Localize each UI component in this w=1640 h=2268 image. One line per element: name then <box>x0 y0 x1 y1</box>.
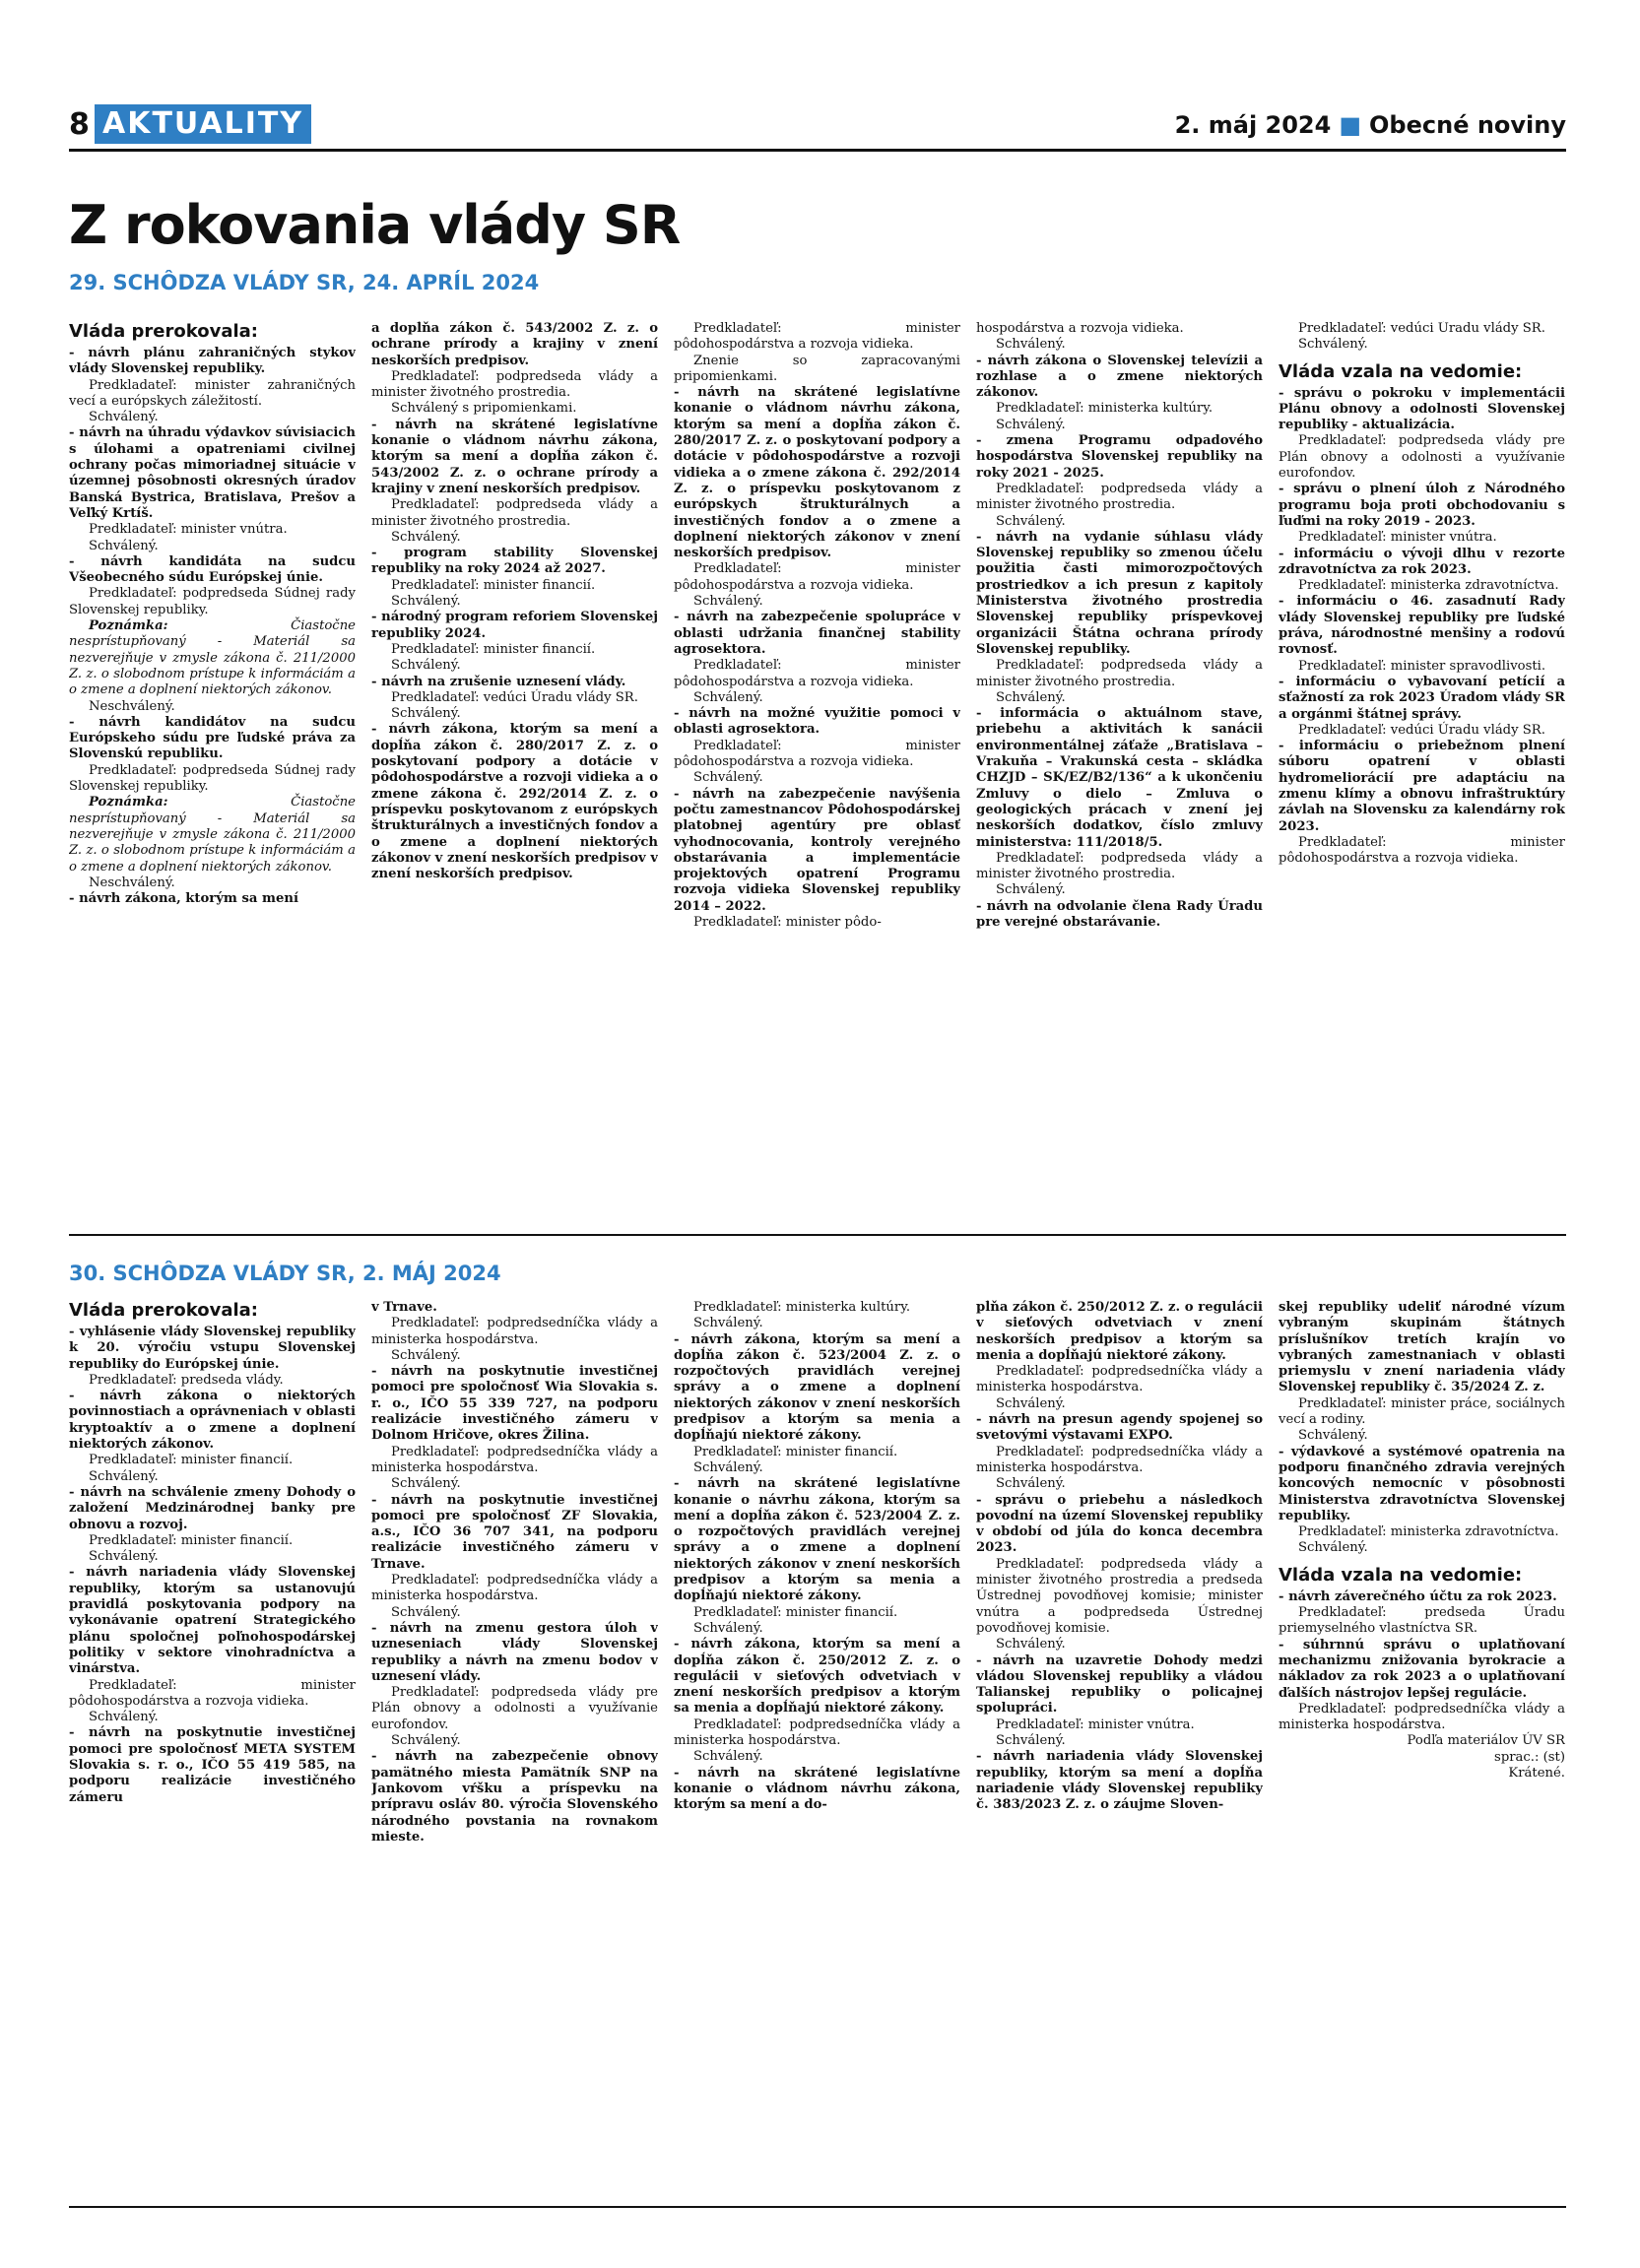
agenda-item: - vyhlásenie vlády Slovenskej republiky k 20. výročiu vstupu Slovenskej republiky do Európskej únie. <box>69 1325 356 1372</box>
agenda-item: - zmena Programu odpadového hospodárstva Slovenskej republiky na roky 2021 - 2025. <box>976 433 1263 481</box>
status-line: Schválený. <box>391 1733 461 1749</box>
status-line: Schválený. <box>996 882 1066 898</box>
submitter-line: Predkladateľ: podpredseda vlády a minister životného prostredia. <box>976 850 1263 882</box>
agenda-item: - národný program reforiem Slovenskej republiky 2024. <box>371 610 658 641</box>
agenda-item: - návrh zákona, ktorým sa mení a dopĺňa zákon č. 523/2004 Z. z. o rozpočtových pravidlách verejnej správy a o zmene a doplnení niektorých zákonov v znení neskorších predpisov a ktorým sa menia a dopĺňajú niektoré zákony. <box>674 1331 960 1444</box>
status-line: Schválený. <box>996 689 1066 705</box>
agenda-item: - návrh na skrátené legislatívne konanie o návrhu zákona, ktorým sa mení a dopĺňa zákon č. 523/2004 Z. z. o rozpočtových pravidlách verejnej správy a o zmene a doplnení niektorých zákonov v znení neskorších predpisov a ktorým sa menia a dopĺňajú niektoré zákony. <box>674 1476 960 1604</box>
session-30-columns <box>69 1300 1566 2167</box>
agenda-item: - informáciu o 46. zasadnutí Rady vlády Slovenskej republiky pre ľudské práva, národnostné menšiny a rodovú rovnosť. <box>1279 594 1565 658</box>
agenda-item: - návrh na zabezpečenie obnovy pamätného miesta Pamätník SNP na Jankovom vŕšku a príspevku na prípravu osláv 80. výročia Slovenského národného povstania na rovnakom mieste. <box>371 1749 658 1845</box>
agenda-item: - návrh na vydanie súhlasu vlády Slovenskej republiky so zmenou účelu použitia časti mimorozpočtových prostriedkov a ich presun z kapitoly Ministerstva životného prostredia Slovenskej republiky príspevkovej organizácii Štátna ochrana prírody Slovenskej republiky. <box>976 529 1263 657</box>
text-column <box>371 321 658 1207</box>
subsection-heading: Vláda prerokovala: <box>69 1300 259 1321</box>
agenda-item: - súhrnnú správu o uplatňovaní mechanizmu znižovania byrokracie a nákladov za rok 2023 a o uplatňovaní ďalších nástrojov lepšej regulácie. <box>1279 1637 1565 1701</box>
status-line: Schválený. <box>391 658 461 674</box>
text-paragraph: hospodárstva a rozvoja vidieka. <box>976 321 1184 336</box>
status-line: Schválený. <box>1298 337 1368 353</box>
submitter-line: Predkladateľ: minister vnútra. <box>1298 530 1497 546</box>
submitter-line: Predkladateľ: ministerka zdravotníctva. <box>1298 1524 1559 1540</box>
agenda-item: - návrh záverečného účtu za rok 2023. <box>1279 1588 1557 1604</box>
submitter-line: Predkladateľ: minister vnútra. <box>89 522 288 538</box>
separator-square-icon: ■ <box>1339 111 1362 139</box>
status-line: Schválený. <box>996 513 1066 529</box>
status-line: Schválený. <box>693 689 763 705</box>
submitter-line: Predkladateľ: podpredseda vlády a minister životného prostredia. <box>976 481 1263 513</box>
agenda-item: - návrh zákona, ktorým sa mení a dopĺňa zákon č. 280/2017 Z. z. o poskytovaní podpory a dotácie v pôdohospodárstve a rozvoji vidieka a o zmene zákona č. 292/2014 Z. z. o príspevku poskytovanom z európskych štrukturálnych a investičných fondov a o zmene a doplnení niektorých zákonov v znení neskorších predpisov v znení neskorších predpisov. <box>371 722 658 882</box>
submitter-line: Predkladateľ: podpredseda vlády a minister životného prostredia. <box>976 658 1263 689</box>
agenda-item: - návrh na schválenie zmeny Dohody o založení Medzinárodnej banky pre obnovu a rozvoj. <box>69 1484 356 1532</box>
status-line: Schválený. <box>996 337 1066 353</box>
submitter-line: Predkladateľ: minister pôdohospodárstva a rozvoja vidieka. <box>674 321 960 353</box>
status-line: Znenie so zapracovanými pripomienkami. <box>674 353 960 384</box>
submitter-line: Predkladateľ: vedúci Úradu vlády SR. <box>1298 321 1545 336</box>
submitter-line: Predkladateľ: podpredsedníčka vlády a ministerka hospodárstva. <box>976 1444 1263 1475</box>
submitter-line: Predkladateľ: minister financií. <box>391 641 596 657</box>
submitter-line: Predkladateľ: ministerka zdravotníctva. <box>1298 578 1559 594</box>
submitter-line: Predkladateľ: minister pôdohospodárstva a rozvoja vidieka. <box>674 561 960 593</box>
text-column <box>69 321 356 1207</box>
agenda-item: - návrh nariadenia vlády Slovenskej republiky, ktorým sa ustanovujú pravidlá poskytovania podpory na vykonávanie opatrení Strategického plánu spoločnej poľnohospodárskej politiky v sektore vinohradníctva a vinárstva. <box>69 1565 356 1677</box>
agenda-item: pĺňa zákon č. 250/2012 Z. z. o regulácii v sieťových odvetviach v znení neskorších predpisov a ktorým sa menia a dopĺňajú niektoré zákony. <box>976 1300 1263 1363</box>
status-line: Schválený. <box>693 1316 763 1331</box>
header-rule <box>69 149 1566 152</box>
agenda-item: v Trnave. <box>371 1300 437 1315</box>
submitter-line: Predkladateľ: minister vnútra. <box>996 1717 1195 1732</box>
submitter-line: Predkladateľ: podpredsedníčka vlády a ministerka hospodárstva. <box>371 1316 658 1347</box>
agenda-item: - návrh zákona, ktorým sa mení a dopĺňa zákon č. 250/2012 Z. z. o regulácii v sieťových odvetviach v znení neskorších predpisov a ktorým sa menia a dopĺňajú niektoré zákony. <box>674 1637 960 1717</box>
status-line: Schválený. <box>391 1476 461 1492</box>
submitter-line: Predkladateľ: minister financií. <box>391 577 596 593</box>
agenda-item: - návrh na odvolanie člena Rady Úradu pre verejné obstarávanie. <box>976 898 1263 930</box>
submitter-line: Predkladateľ: ministerka kultúry. <box>996 401 1214 417</box>
status-line: Schválený. <box>391 594 461 610</box>
agenda-item: - návrh na presun agendy spojenej so svetovými výstavami EXPO. <box>976 1412 1263 1444</box>
agenda-item: skej republiky udeliť národné vízum vybraným skupinám štátnych príslušníkov tretích krajín vo vybraných zamestnaniach v oblasti priemyslu v znení nariadenia vlády Slovenskej republiky č. 35/2024 Z. z. <box>1279 1300 1565 1395</box>
status-line: Schválený. <box>89 1468 159 1484</box>
note-label: Poznámka: <box>89 618 168 634</box>
submitter-line: Predkladateľ: podpredseda Súdnej rady Slovenskej republiky. <box>69 762 356 795</box>
status-line: Schválený. <box>391 1604 461 1620</box>
submitter-line: Predkladateľ: minister práce, sociálnych vecí a rodiny. <box>1279 1395 1565 1428</box>
status-line: Schválený. <box>693 594 763 610</box>
text-column <box>674 1300 960 2167</box>
footer-rule <box>69 2206 1566 2208</box>
submitter-line: Predkladateľ: podpredseda vlády a minister životného prostredia. <box>371 368 658 401</box>
session-29-columns <box>69 321 1566 1207</box>
submitter-line: Predkladateľ: minister financií. <box>89 1532 294 1548</box>
agenda-item: - správu o priebehu a následkoch povodní na území Slovenskej republiky v období od júla do konca decembra 2023. <box>976 1492 1263 1556</box>
agenda-item: - informáciu o vybavovaní petícií a sťažností za rok 2023 Úradom vlády SR a orgánmi štátnej správy. <box>1279 674 1565 722</box>
agenda-item: - návrh plánu zahraničných stykov vlády Slovenskej republiky. <box>69 346 356 377</box>
note-paragraph <box>69 795 356 875</box>
submitter-line: Predkladateľ: podpredsedníčka vlády a ministerka hospodárstva. <box>1279 1701 1565 1733</box>
agenda-item: - návrh na zrušenie uznesení vlády. <box>371 674 626 689</box>
note-text: Čiastočne nesprístupňovaný - Materiál sa nezverejňuje v zmysle zákona č. 211/2000 Z. z. o slobodnom prístupe k informáciám a o zmene a doplnení niektorých zákonov. <box>69 795 356 875</box>
submitter-line: Predkladateľ: minister zahraničných vecí a európskych záležitostí. <box>69 377 356 409</box>
submitter-line: Predkladateľ: vedúci Úradu vlády SR. <box>391 689 638 705</box>
status-line: Schválený s pripomienkami. <box>391 401 577 417</box>
status-line: Schválený. <box>89 538 159 553</box>
submitter-line: Predkladateľ: podpredsedníčka vlády a ministerka hospodárstva. <box>976 1364 1263 1395</box>
issue-date: 2. máj 2024 <box>1174 111 1332 139</box>
page-header <box>69 102 1566 148</box>
source-credit: Krátené. <box>1508 1766 1565 1782</box>
agenda-item: - návrh na zabezpečenie navýšenia počtu zamestnancov Pôdohospodárskej platobnej agentúry pre oblasť vyhodnocovania, kontroly verejného obstarávania a implementácie projektových opatrení Programu rozvoja vidieka Slovenskej republiky 2014 – 2022. <box>674 786 960 914</box>
subsection-heading: Vláda vzala na vedomie: <box>1279 1564 1523 1586</box>
status-line: Schválený. <box>391 529 461 545</box>
subsection-heading: Vláda prerokovala: <box>69 321 259 342</box>
article-title: Z rokovania vlády SR <box>69 194 681 256</box>
agenda-item: - návrh na poskytnutie investičnej pomoci pre spoločnosť Wia Slovakia s. r. o., IČO 55 339 727, na podporu realizácie investičného zámeru v Dolnom Hričove, okres Žilina. <box>371 1364 658 1444</box>
agenda-item: - program stability Slovenskej republiky na roky 2024 až 2027. <box>371 546 658 577</box>
section-label: AKTUALITY <box>95 104 311 144</box>
status-line: Neschválený. <box>89 698 175 714</box>
submitter-line: Predkladateľ: podpredseda vlády a minister životného prostredia. <box>371 497 658 529</box>
session-30-heading: 30. SCHÔDZA VLÁDY SR, 2. MÁJ 2024 <box>69 1262 501 1285</box>
agenda-item: - správu o pokroku v implementácii Plánu obnovy a odolnosti Slovenskej republiky - aktualizácia. <box>1279 385 1565 433</box>
agenda-item: - informácia o aktuálnom stave, priebehu a aktivitách k sanácii environmentálnej záťaže „Bratislava – Vrakuňa – Vrakunská cesta – skládka CHZJD – SK/EZ/B2/136“ a k ukončeniu Zmluvy o dielo – Zmluva o geologických prácach v znení jej neskorších dodatkov, číslo zmluvy ministerstva: 111/2018/5. <box>976 706 1263 850</box>
submitter-line: Predkladateľ: minister pôdohospodárstva a rozvoja vidieka. <box>674 738 960 770</box>
text-column <box>1279 321 1565 1207</box>
agenda-item: - výdavkové a systémové opatrenia na podporu finančného zdravia verejných koncových nemocníc v pôsobnosti Ministerstva zdravotníctva Slovenskej republiky. <box>1279 1444 1565 1523</box>
text-column <box>69 1300 356 2167</box>
submitter-line: Predkladateľ: minister pôdohospodárstva a rozvoja vidieka. <box>674 658 960 689</box>
submitter-line: Predkladateľ: minister financií. <box>89 1453 294 1468</box>
submitter-line: Predkladateľ: minister pôdohospodárstva a rozvoja vidieka. <box>69 1677 356 1709</box>
status-line: Schválený. <box>89 410 159 425</box>
submitter-line: Predkladateľ: podpredseda vlády pre Plán obnovy a odolnosti a využívanie eurofondov. <box>1279 433 1565 482</box>
agenda-item: a dopĺňa zákon č. 543/2002 Z. z. o ochrane prírody a krajiny v znení neskorších predpisov. <box>371 321 658 368</box>
submitter-line: Predkladateľ: minister financií. <box>693 1444 898 1459</box>
agenda-item: - správu o plnení úloh z Národného programu boja proti obchodovaniu s ľuďmi na roky 2019 - 2023. <box>1279 482 1565 529</box>
agenda-item: - návrh na skrátené legislatívne konanie o vládnom návrhu zákona, ktorým sa mení a do- <box>674 1765 960 1813</box>
status-line: Schválený. <box>996 1476 1066 1492</box>
status-line: Schválený. <box>391 706 461 722</box>
agenda-item: - návrh na zmenu gestora úloh v uzneseniach vlády Slovenskej republiky a návrh na zmenu bodov v uznesení vlády. <box>371 1620 658 1684</box>
submitter-line: Predkladateľ: podpredseda vlády pre Plán obnovy a odolnosti a využívanie eurofondov. <box>371 1685 658 1732</box>
session-29-heading: 29. SCHÔDZA VLÁDY SR, 24. APRÍL 2024 <box>69 271 540 294</box>
note-text: Čiastočne nesprístupňovaný - Materiál sa nezverejňuje v zmysle zákona č. 211/2000 Z. z. o slobodnom prístupe k informáciám a o zmene a doplnení niektorých zákonov. <box>69 618 356 698</box>
note-paragraph <box>69 618 356 698</box>
text-column <box>976 1300 1263 2167</box>
agenda-item: - návrh zákona o niektorých povinnostiach a oprávneniach v oblasti kryptoaktív a o zmene a doplnení niektorých zákonov. <box>69 1389 356 1453</box>
submitter-line: Predkladateľ: minister pôdo- <box>693 914 882 930</box>
agenda-item: - návrh na možné využitie pomoci v oblasti agrosektora. <box>674 706 960 738</box>
source-credit: Podľa materiálov ÚV SR <box>1407 1733 1565 1749</box>
publication-name: Obecné noviny <box>1369 111 1566 139</box>
text-column <box>1279 1300 1565 2167</box>
status-line: Schválený. <box>996 1733 1066 1749</box>
agenda-item: - informáciu o vývoji dlhu v rezorte zdravotníctva za rok 2023. <box>1279 546 1565 577</box>
agenda-item: - návrh na úhradu výdavkov súvisiacich s úlohami a opatreniami civilnej ochrany počas mimoriadnej situácie v územnej pôsobnosti okresných úradov Banská Bystrica, Bratislava, Prešov a Veľký Krtíš. <box>69 425 356 521</box>
submitter-line: Predkladateľ: podpredseda vlády a minister životného prostredia a predseda Ústrednej povodňovej komisie; minister vnútra a podpredseda Ústrednej povodňovej komisie. <box>976 1556 1263 1636</box>
submitter-line: Predkladateľ: podpredsedníčka vlády a ministerka hospodárstva. <box>674 1717 960 1749</box>
submitter-line: Predkladateľ: podpredsedníčka vlády a ministerka hospodárstva. <box>371 1444 658 1475</box>
text-column <box>976 321 1263 1207</box>
issue-info <box>1175 102 1566 148</box>
subsection-heading: Vláda vzala na vedomie: <box>1279 360 1523 382</box>
agenda-item: - návrh zákona, ktorým sa mení <box>69 891 298 907</box>
status-line: Schválený. <box>89 1710 159 1725</box>
status-line: Schválený. <box>1298 1540 1368 1556</box>
agenda-item: - návrh kandidáta na sudcu Všeobecného súdu Európskej únie. <box>69 553 356 586</box>
section-divider <box>69 1234 1566 1236</box>
agenda-item: - návrh na poskytnutie investičnej pomoci pre spoločnosť META SYSTEM Slovakia s. r. o., IČO 55 419 585, na podporu realizácie investičného zámeru <box>69 1725 356 1805</box>
agenda-item: - návrh na poskytnutie investičnej pomoci pre spoločnosť ZF Slovakia, a.s., IČO 36 707 341, na podporu realizácie investičného zámeru v Trnave. <box>371 1492 658 1572</box>
status-line: Schválený. <box>996 1395 1066 1411</box>
status-line: Schválený. <box>89 1549 159 1565</box>
submitter-line: Predkladateľ: podpredsedníčka vlády a ministerka hospodárstva. <box>371 1573 658 1604</box>
submitter-line: Predkladateľ: minister spravodlivosti. <box>1298 658 1546 674</box>
submitter-line: Predkladateľ: podpredseda Súdnej rady Slovenskej republiky. <box>69 586 356 617</box>
status-line: Schválený. <box>693 770 763 786</box>
note-label: Poznámka: <box>89 795 168 810</box>
agenda-item: - návrh na uzavretie Dohody medzi vládou Slovenskej republiky a vládou Talianskej republiky o policajnej spolupráci. <box>976 1652 1263 1717</box>
agenda-item: - návrh na zabezpečenie spolupráce v oblasti udržania finančnej stability agrosektora. <box>674 610 960 657</box>
submitter-line: Predkladateľ: minister pôdohospodárstva a rozvoja vidieka. <box>1279 834 1565 867</box>
agenda-item: - návrh nariadenia vlády Slovenskej republiky, ktorým sa mení a dopĺňa nariadenie vlády Slovenskej republiky č. 383/2023 Z. z. o záujme Sloven- <box>976 1749 1263 1813</box>
text-column <box>674 321 960 1207</box>
agenda-item: - návrh zákona o Slovenskej televízii a rozhlase a o zmene niektorých zákonov. <box>976 353 1263 401</box>
text-column <box>371 1300 658 2167</box>
status-line: Schválený. <box>693 1749 763 1765</box>
agenda-item: - informáciu o priebežnom plnení súboru opatrení v oblasti hydromeliorácií pre adaptáciu na zmenu klímy a obnovu infraštruktúry závlah na Slovensku za kalendárny rok 2023. <box>1279 739 1565 834</box>
agenda-item: - návrh na skrátené legislatívne konanie o vládnom návrhu zákona, ktorým sa mení a dopĺňa zákon č. 543/2002 Z. z. o ochrane prírody a krajiny v znení neskorších predpisov. <box>371 417 658 496</box>
status-line: Schválený. <box>1298 1428 1368 1444</box>
agenda-item: - návrh kandidátov na sudcu Európskeho súdu pre ľudské práva za Slovenskú republiku. <box>69 714 356 762</box>
submitter-line: Predkladateľ: minister financií. <box>693 1604 898 1620</box>
source-credit: sprac.: (st) <box>1494 1749 1565 1765</box>
status-line: Schválený. <box>391 1347 461 1363</box>
page-number: 8 <box>69 107 90 142</box>
agenda-item: - návrh na skrátené legislatívne konanie o vládnom návrhu zákona, ktorým sa mení a dopĺňa zákon č. 280/2017 Z. z. o poskytovaní podpory a dotácie v pôdohospodárstve a rozvoji vidieka a o zmene zákona č. 292/2014 Z. z. o príspevku poskytovanom z európskych štrukturálnych a investičných fondov a o zmene a doplnení niektorých zákonov v znení neskorších predpisov. <box>674 385 960 561</box>
status-line: Schválený. <box>693 1459 763 1475</box>
status-line: Schválený. <box>996 417 1066 432</box>
submitter-line: Predkladateľ: predseda vlády. <box>89 1372 284 1388</box>
status-line: Schválený. <box>996 1637 1066 1652</box>
submitter-line: Predkladateľ: vedúci Úradu vlády SR. <box>1298 722 1545 738</box>
status-line: Schválený. <box>693 1620 763 1636</box>
submitter-line: Predkladateľ: predseda Úradu priemyselného vlastníctva SR. <box>1279 1605 1565 1637</box>
status-line: Neschválený. <box>89 875 175 890</box>
submitter-line: Predkladateľ: ministerka kultúry. <box>693 1300 911 1315</box>
